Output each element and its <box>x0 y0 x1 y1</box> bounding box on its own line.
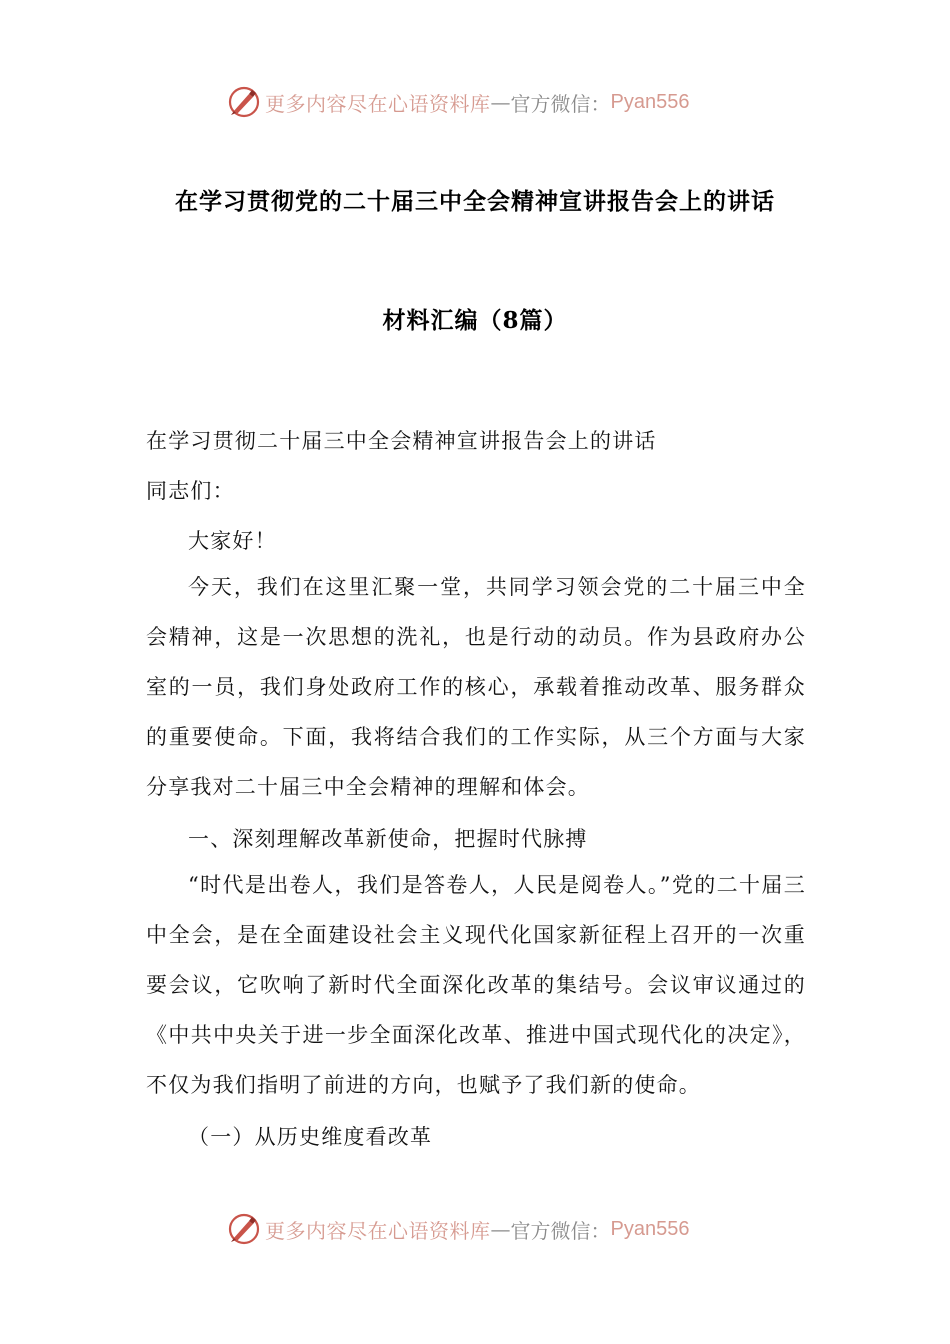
watermark-text: 更多内容尽在心语资料库 <box>265 91 491 116</box>
watermark-wechat-id: Pyan556 <box>610 1217 690 1240</box>
paragraph-1: 今天，我们在这里汇聚一堂，共同学习领会党的二十届三中全会精神，这是一次思想的洗礼，也是行动的动员。作为县政府办公室的一员，我们身处政府工作的核心，承载着推动改革、服务群众的重要使命。下面，我将结合我们的工作实际，从三个方面与大家分享我对二十届三中全会精神的理解和体会。 <box>146 575 806 799</box>
watermark-separator: — <box>490 90 511 114</box>
watermark-wechat-id: Pyan556 <box>610 90 690 113</box>
document-title-line1: 在学习贯彻党的二十届三中全会精神宣讲报告会上的讲话 <box>175 188 775 215</box>
salutation: 同志们： <box>146 479 235 503</box>
watermark-text: 更多内容尽在心语资料库 <box>265 1218 491 1243</box>
pen-logo-icon <box>227 1212 261 1246</box>
pen-logo-icon <box>227 85 261 119</box>
watermark-label: 官方微信： <box>510 91 611 116</box>
paragraph-2: “时代是出卷人，我们是答卷人，人民是阅卷人。”党的二十届三中全会，是在全面建设社会主义现代化国家新征程上召开的一次重要会议，它吹响了新时代全面深化改革的集结号。会议审议通过的《中共中央关于进一步全面深化改革、推进中国式现代化的决定》，不仅为我们指明了前进的方向，也赋予了我们新的使命。 <box>146 873 806 1097</box>
watermark-separator: — <box>490 1217 511 1241</box>
subsection-heading-1: （一）从历史维度看改革 <box>188 1125 433 1149</box>
document-title-line2: 材料汇编（8篇） <box>382 307 568 334</box>
section-heading-1: 一、深刻理解改革新使命，把握时代脉搏 <box>188 827 588 851</box>
greeting: 大家好！ <box>188 529 277 553</box>
speech-subtitle: 在学习贯彻二十届三中全会精神宣讲报告会上的讲话 <box>146 429 657 453</box>
watermark-label: 官方微信： <box>510 1218 611 1243</box>
watermark-footer <box>227 1212 689 1246</box>
watermark-header <box>227 85 689 119</box>
